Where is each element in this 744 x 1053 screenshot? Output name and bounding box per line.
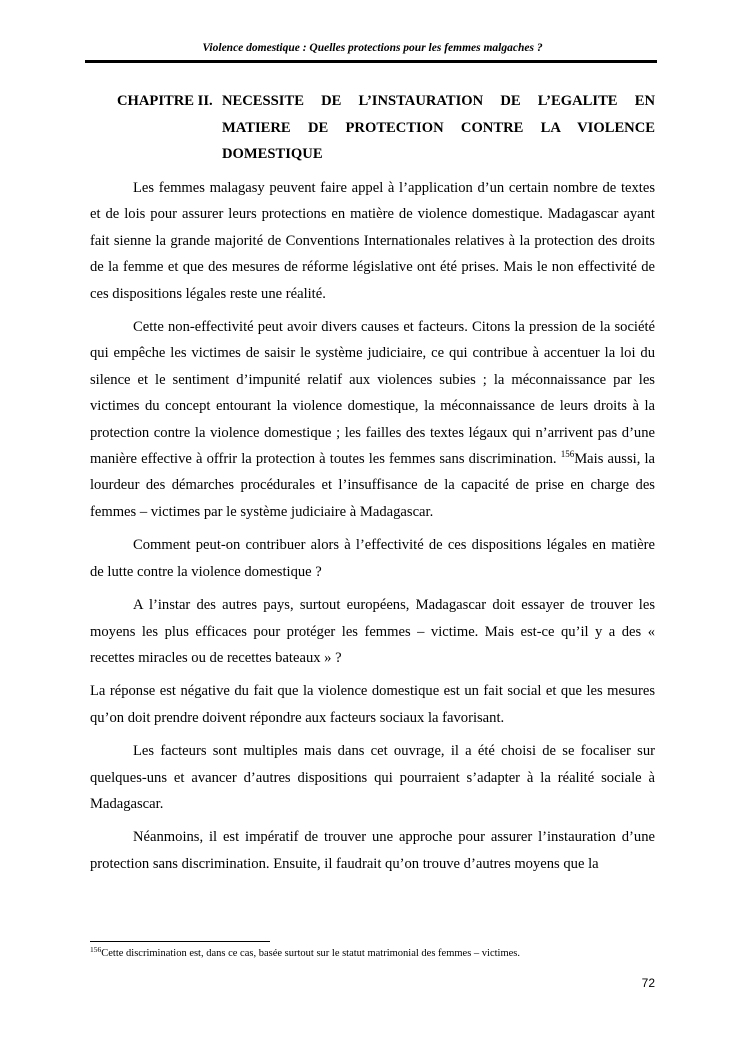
footnote-reference[interactable]: 156 [560, 449, 575, 460]
paragraph-3: Comment peut-on contribuer alors à l’effectivité de ces dispositions légales en matière de lutte contre la violence domestique ? [90, 537, 655, 580]
chapter-label: CHAPITRE II. [117, 93, 213, 109]
paragraph-4: A l’instar des autres pays, surtout européens, Madagascar doit essayer de trouver les moyens les plus efficaces pour protéger les femmes – victime. Mais est-ce qu’il y a des « recettes miracles ou de recettes bateaux » ? [90, 597, 655, 666]
footnote-text: Cette discrimination est, dans ce cas, basée surtout sur le statut matrimonial des femmes – victimes. [101, 948, 520, 959]
header-rule [85, 60, 657, 63]
footnote [90, 947, 655, 961]
paragraph-2-text-end: Mais aussi, la lourdeur des démarches procédurales et l’insuffisance de la capacité de prise en charge des femmes – victimes par le système judiciaire à Madagascar. [90, 451, 655, 520]
paragraph-7: Néanmoins, il est impératif de trouver une approche pour assurer l’instauration d’une protection sans discrimination. Ensuite, il faudrait qu’on trouve d’autres moyens que la [90, 829, 655, 872]
running-header: Violence domestique : Quelles protections pour les femmes malgaches ? [202, 42, 543, 54]
footnote-separator [90, 941, 270, 942]
paragraph-1: Les femmes malagasy peuvent faire appel à l’application d’un certain nombre de textes et de lois pour assurer leurs protections en matière de violence domestique. Madagascar ayant fait sienne la grande majorité de Conventions Internationales relatives à la protection des droits de la femme et que des mesures de réforme législative ont été prises. Mais le non effectivité de ces dispositions légales reste une réalité. [90, 180, 655, 302]
paragraph-5: La réponse est négative du fait que la violence domestique est un fait social et que les mesures qu’on doit prendre doivent répondre aux facteurs sociaux la favorisant. [90, 683, 655, 726]
paragraph-2 [90, 314, 655, 525]
paragraph-2-text-start: Cette non-effectivité peut avoir divers causes et facteurs. Citons la pression de la société qui empêche les victimes de saisir le système judiciaire, ce qui contribue à accentuer la loi du silence et le sentiment d’impunité relatif aux violences subies ; la méconnaissance par les victimes du concept entourant la violence domestique, la méconnaissance de leurs droits à la protection contre la violence domestique ; les failles des textes légaux qui n’arrivent pas d’une manière effective à offrir la protection à toutes les femmes sans discrimination. [90, 319, 655, 468]
paragraph-6: Les facteurs sont multiples mais dans cet ouvrage, il a été choisi de se focaliser sur quelques-uns et avancer d’autres dispositions qui pourraient s’adapter à la réalité sociale à Madagascar. [90, 743, 655, 812]
chapter-title: NECESSITE DE L’INSTAURATION DE L’EGALITE EN MATIERE DE PROTECTION CONTRE LA VIOLENCE DOMESTIQUE [222, 93, 655, 162]
body-text [90, 175, 655, 884]
page-number: 72 [641, 976, 655, 990]
footnote-number: 156 [90, 945, 102, 954]
